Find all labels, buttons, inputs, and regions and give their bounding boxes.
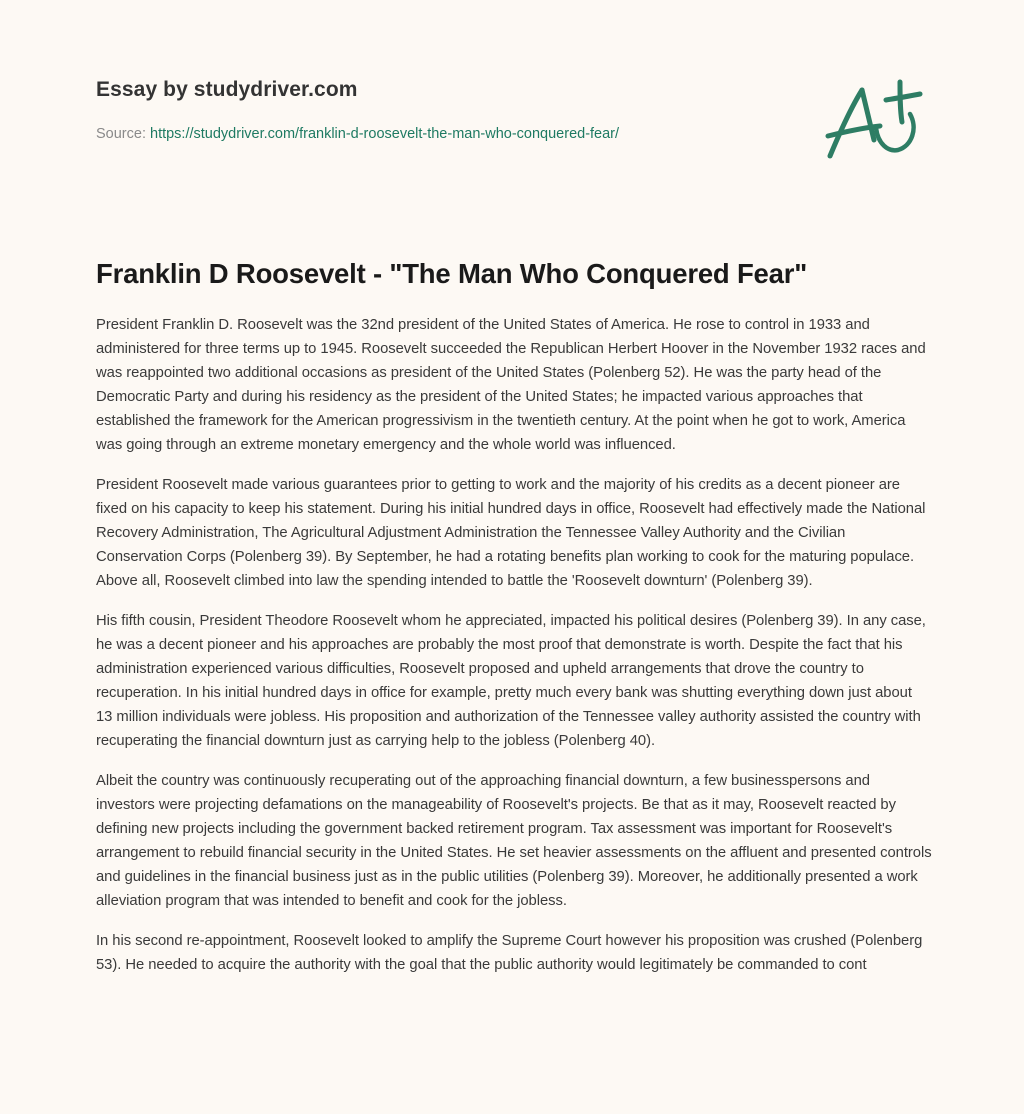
- a-plus-grade-icon: [818, 62, 930, 168]
- paragraph: Albeit the country was continuously recuperating out of the approaching financial downturn, a few businesspersons and investors were projecting defamations on the manageability of Roosevelt's projects. Be that as it may, Roosevelt reacted by defining new projects including the government backed retirement program. Tax assessment was important for Roosevelt's arrangement to rebuild financial security in the United States. He set heavier assessments on the affluent and presented controls and guidelines in the financial business just as in the public utilities (Polenberg 39). Moreover, he additionally presented a work alleviation program that was intended to benefit and cook for the jobless.: [96, 773, 932, 909]
- paragraph: President Franklin D. Roosevelt was the 32nd president of the United States of America. He rose to control in 1933 and administered for three terms up to 1945. Roosevelt succeeded the Republican Herbert Hoover in the November 1932 races and was reappointed two additional occasions as president of the United States (Polenberg 52). He was the party head of the Democratic Party and during his residency as the president of the United States; he impacted various approaches that established the framework for the American progressivism in the twentieth century. At the point when he got to work, America was going through an extreme monetary emergency and the whole world was influenced.: [96, 317, 926, 453]
- paragraph: In his second re-appointment, Roosevelt looked to amplify the Supreme Court however his proposition was crushed (Polenberg 53). He needed to acquire the authority with the goal that the public authority would legitimately be commanded to cont: [96, 933, 923, 973]
- paragraph: His fifth cousin, President Theodore Roosevelt whom he appreciated, impacted his political desires (Polenberg 39). In any case, he was a decent pioneer and his approaches are probably the most proof that demonstrate is worth. Despite the fact that his administration experienced various difficulties, Roosevelt proposed and upheld arrangements that drove the country to recuperation. In his initial hundred days in office for example, pretty much every bank was shutting everything down just about 13 million individuals were jobless. His proposition and authorization of the Tennessee valley authority assisted the country with recuperating the financial downturn just as carrying help to the jobless (Polenberg 40).: [96, 613, 926, 749]
- article-body: [96, 313, 932, 993]
- article-title: Franklin D Roosevelt - "The Man Who Conquered Fear": [96, 258, 808, 289]
- paragraph: President Roosevelt made various guarantees prior to getting to work and the majority of his credits as a decent pioneer are fixed on his capacity to keep his statement. During his initial hundred days in office, Roosevelt had effectively made the National Recovery Administration, The Agricultural Adjustment Administration the Tennessee Valley Authority and the Civilian Conservation Corps (Polenberg 39). By September, he had a rotating benefits plan working to cook for the maturing populace. Above all, Roosevelt climbed into law the spending intended to battle the 'Roosevelt downturn' (Polenberg 39).: [96, 477, 926, 589]
- site-title: Essay by studydriver.com: [96, 78, 358, 101]
- source-link[interactable]: https://studydriver.com/franklin-d-roosevelt-the-man-who-conquered-fear/: [150, 126, 620, 142]
- page-header: [96, 76, 796, 144]
- source-line: [96, 124, 796, 144]
- source-label: Source:: [96, 126, 150, 142]
